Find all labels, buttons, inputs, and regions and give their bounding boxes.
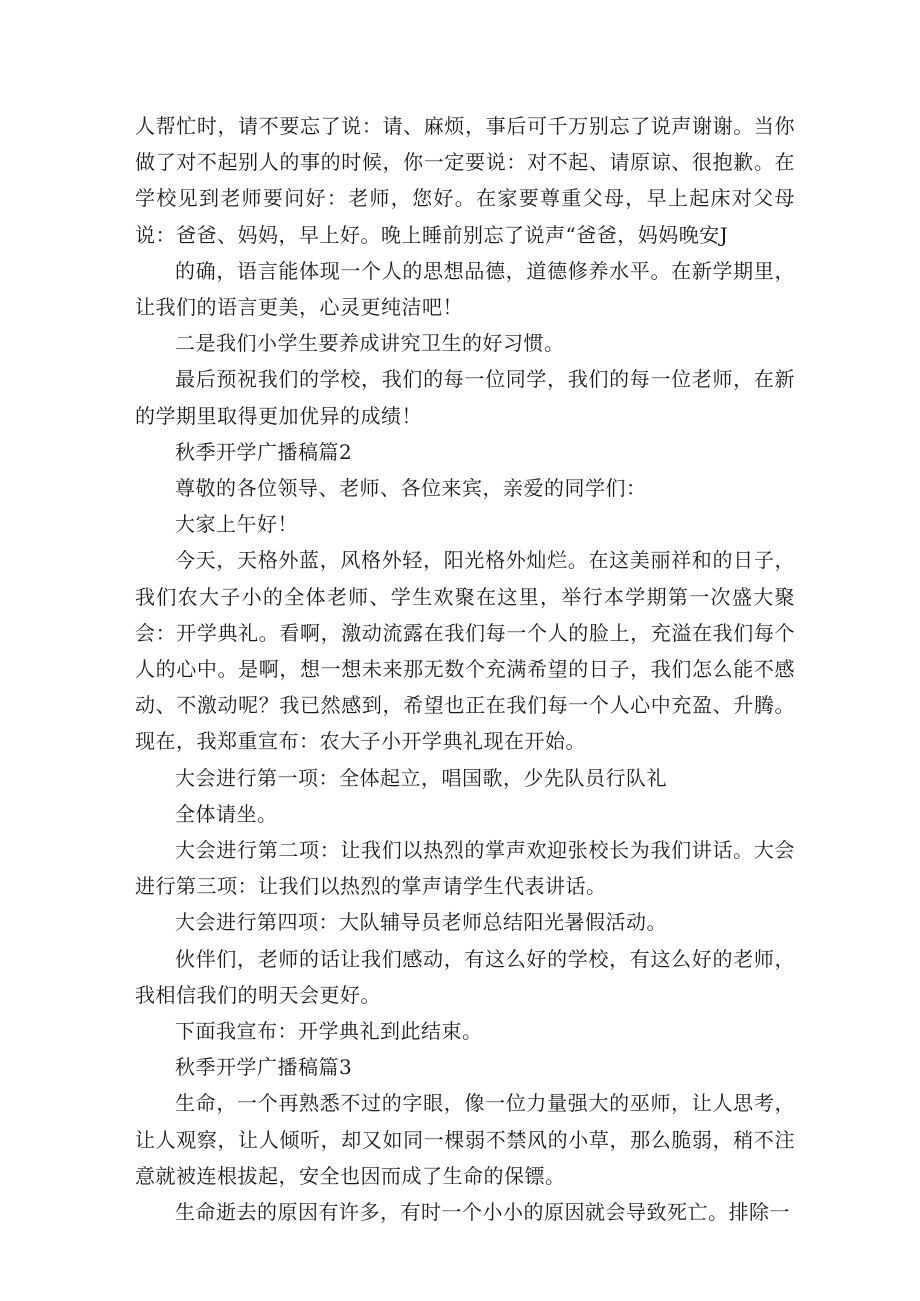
paragraph-3: 二是我们小学生要养成讲究卫生的好习惯。 (175, 331, 565, 356)
paragraph-partners: 伙伴们，老师的话让我们感动，有这么好的学校，有这么好的老师，我相信我们的明天会更好。 (135, 946, 795, 1007)
section-heading-2: 秋季开学广播稿篇2 (175, 439, 353, 464)
section-heading-3: 秋季开学广播稿篇3 (175, 1055, 353, 1080)
document-body (135, 108, 795, 1230)
agenda-item-1: 大会进行第一项：全体起立，唱国歌，少先队员行队礼 (175, 765, 667, 790)
agenda-sit: 全体请坐。 (175, 801, 278, 826)
paragraph-2: 的确，语言能体现一个人的思想品德，道德修养水平。在新学期里，让我们的语言更美，心灵更纯洁吧！ (135, 258, 795, 320)
paragraph-life-2: 生命逝去的原因有许多，有时一个小小的原因就会导致死亡。排除一 (175, 1200, 790, 1225)
paragraph-1: 人帮忙时，请不要忘了说：请、麻烦，事后可千万别忘了说声谢谢。当你做了对不起别人的事的时候，你一定要说：对不起、请原谅、很抱歉。在学校见到老师要问好：老师，您好。在家要尊重父母，早上起床对父母说：爸爸、妈妈，早上好。晚上睡前别忘了说声“爸爸，妈妈晚安J (135, 114, 795, 247)
paragraph-closing: 下面我宣布：开学典礼到此结束。 (175, 1019, 483, 1044)
paragraph-opening: 今天，天格外蓝，风格外轻，阳光格外灿烂。在这美丽祥和的日子，我们农大子小的全体老师、学生欢聚在这里，举行本学期第一次盛大聚会：开学典礼。看啊，激动流露在我们每一个人的脸上，充溢在我们每个人的心中。是啊，想一想未来那无数个充满希望的日子，我们怎么能不感动、不激动呢？我已然感到，希望也正在我们每一个人心中充盈、升腾。现在，我郑重宣布：农大子小开学典礼现在开始。 (135, 548, 795, 754)
paragraph-life: 生命，一个再熟悉不过的字眼，像一位力量强大的巫师，让人思考，让人观察，让人倾听，却又如同一棵弱不禁风的小草，那么脆弱，稍不注意就被连根拔起，安全也因而成了生命的保镖。 (135, 1091, 795, 1188)
paragraph-4: 最后预祝我们的学校，我们的每一位同学，我们的每一位老师，在新的学期里取得更加优异的成绩！ (135, 367, 795, 428)
salutation: 尊敬的各位领导、老师、各位来宾，亲爱的同学们： (175, 476, 647, 501)
greeting: 大家上午好！ (175, 512, 298, 537)
agenda-item-2-3: 大会进行第二项：让我们以热烈的掌声欢迎张校长为我们讲话。大会进行第三项：让我们以热烈的掌声请学生代表讲话。 (135, 838, 795, 899)
agenda-item-4: 大会进行第四项：大队辅导员老师总结阳光暑假活动。 (175, 910, 667, 935)
